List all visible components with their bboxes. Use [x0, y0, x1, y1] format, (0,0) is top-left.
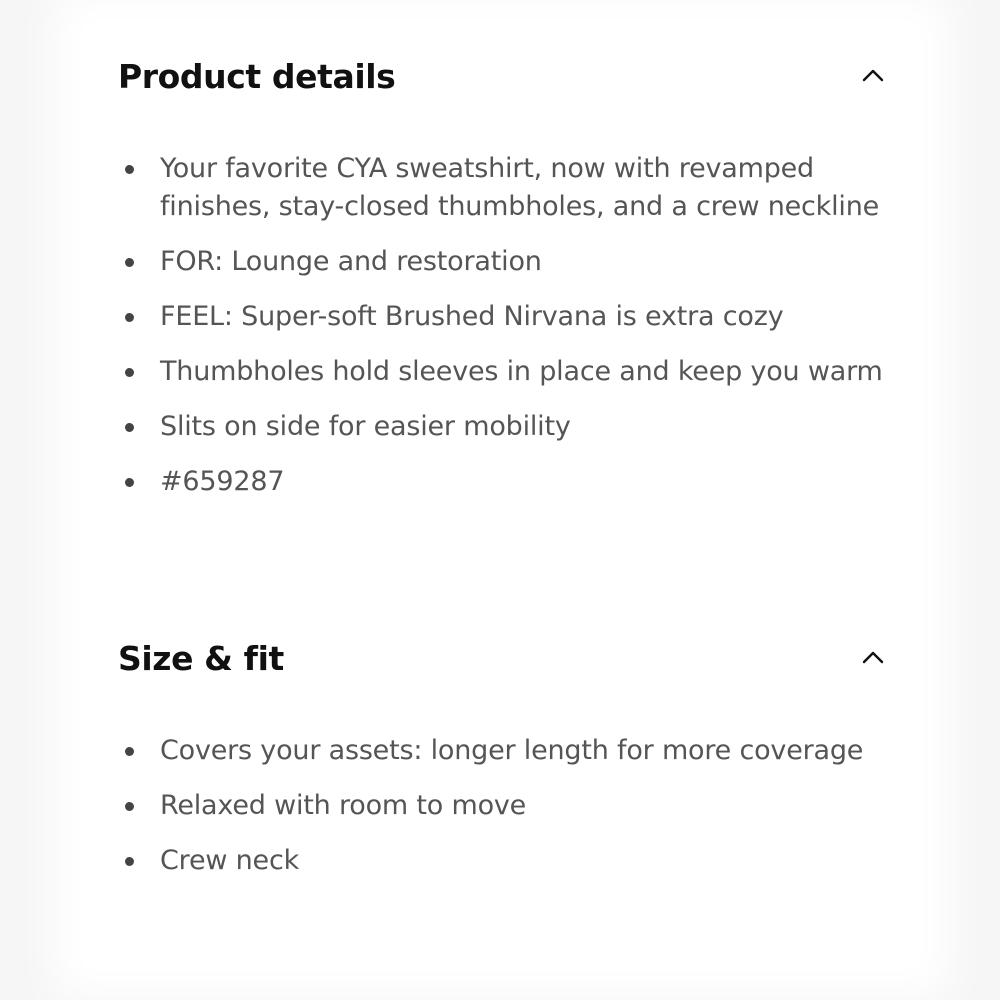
bullet-icon — [125, 857, 134, 866]
list-item: FEEL: Super-soft Brushed Nirvana is extra cozy — [118, 298, 898, 336]
list-item: Thumbholes hold sleeves in place and keep you warm — [118, 353, 898, 391]
bullet-icon — [125, 165, 134, 174]
product-details-list — [118, 150, 898, 501]
bullet-icon — [125, 258, 134, 267]
product-details-header[interactable] — [118, 46, 898, 106]
list-item: Slits on side for easier mobility — [118, 408, 898, 446]
list-item: Your favorite CYA sweatshirt, now with revamped finishes, stay-closed thumbholes, and a crew neckline — [118, 150, 898, 226]
chevron-up-icon[interactable] — [862, 64, 884, 86]
product-details-section — [118, 46, 898, 518]
bullet-icon — [125, 802, 134, 811]
size-fit-section — [118, 628, 898, 897]
size-fit-list — [118, 732, 898, 880]
list-item: Crew neck — [118, 842, 898, 880]
bullet-icon — [125, 423, 134, 432]
bullet-icon — [125, 368, 134, 377]
list-item: Relaxed with room to move — [118, 787, 898, 825]
section-title: Product details — [118, 56, 396, 96]
bullet-icon — [125, 747, 134, 756]
list-item: Covers your assets: longer length for more coverage — [118, 732, 898, 770]
size-fit-header[interactable] — [118, 628, 898, 688]
section-title: Size & fit — [118, 638, 284, 678]
chevron-up-icon[interactable] — [862, 646, 884, 668]
list-item: #659287 — [118, 463, 898, 501]
list-item: FOR: Lounge and restoration — [118, 243, 898, 281]
bullet-icon — [125, 478, 134, 487]
bullet-icon — [125, 313, 134, 322]
